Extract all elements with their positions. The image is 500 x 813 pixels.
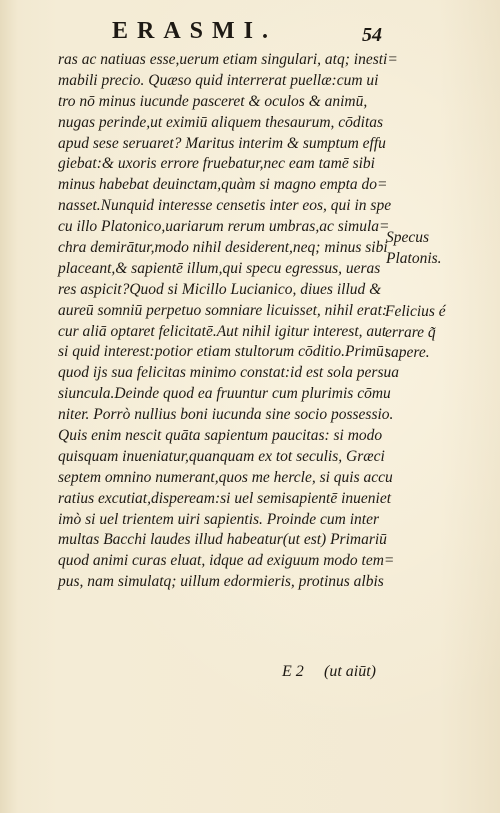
text-line: ras ac natiuas esse,uerum etiam singulari, atq; inesti= [58,51,398,68]
text-line: minus habebat deuinctam,quàm si magno empta do= [58,176,388,194]
signature-mark: E 2 [282,663,304,680]
text-line: pus, nam simulatq; uillum edormieris, protinus albis [58,573,384,591]
marginal-note-line: sapere. [385,344,430,361]
folio-number: 54 [362,24,382,46]
marginal-note-line: Specus [386,229,430,246]
text-line: tro nō minus iucunde pasceret & oculos & animū, [58,92,368,110]
text-line: nasset.Nunquid interesse censetis inter eos, qui in spe [58,197,392,215]
text-line: ratius excutiat,dispeream:si uel semisapientē inueniet [58,489,392,507]
main-text-block [58,50,399,593]
text-line: mabili precio. Quæso quid interrerat puellæ:cum ui [58,71,379,89]
catchword: (ut aiūt) [324,663,376,680]
text-line: res aspicit?Quod si Micillo Lucianico, diues illud & [58,280,382,298]
text-line: chra demirātur,modo nihil desiderent,neq; minus sibi [58,239,388,257]
text-line: quisquam inueniatur,quanquam ex tot seculis, Græci [58,447,385,465]
text-line: niter. Porrò nullius boni iucunda sine socio possessio. [58,406,394,424]
running-title: ERASMI. [112,18,278,44]
text-line: apud sese seruaret? Maritus interim & sumptum effu [58,134,386,152]
marginal-note-line: errare q̃ [385,323,436,341]
marginal-note-specus-platonis [386,228,442,269]
marginal-note-felicius-errare [385,302,446,364]
text-line: quod animi curas eluat, idque ad exiguum modo tem= [58,552,395,570]
text-line: aureū somniū perpetuo somniare licuisset, nihil erat: [58,301,388,319]
text-line: si quid interest:potior etiam stultorum cōditio.Primū: [58,343,389,361]
text-line: septem omnino numerant,quos me hercle, si quis accu [58,468,393,486]
text-line: giebat:& uxoris errore fruebatur,nec eam tamē sibi [58,155,375,173]
text-line: Quis enim nescit quāta sapientum paucitas: si modo [58,427,383,445]
text-line: imò si uel trientem uiri sapientis. Proinde cum inter [58,510,380,528]
text-line: quod ijs sua felicitas minimo constat:id est sola persua [58,364,399,382]
marginal-note-line: Felicius é [385,303,446,320]
text-line: nugas perinde,ut eximiū aliquem thesaurum, cōditas [58,113,384,131]
text-line: cur aliā optaret felicitatē.Aut nihil igitur interest, aut [58,322,387,340]
text-line: multas Bacchi laudes illud habeatur(ut est) Primariū [58,531,387,549]
text-line: cu illo Platonico,uariarum rerum umbras,ac simula= [58,218,390,236]
marginal-note-line: Platonis. [386,249,442,267]
text-line: placeant,& sapientē illum,qui specu egressus, ueras [58,259,381,277]
text-line: siuncula.Deinde quod ea fruuntur cum plurimis cōmu [58,385,391,403]
